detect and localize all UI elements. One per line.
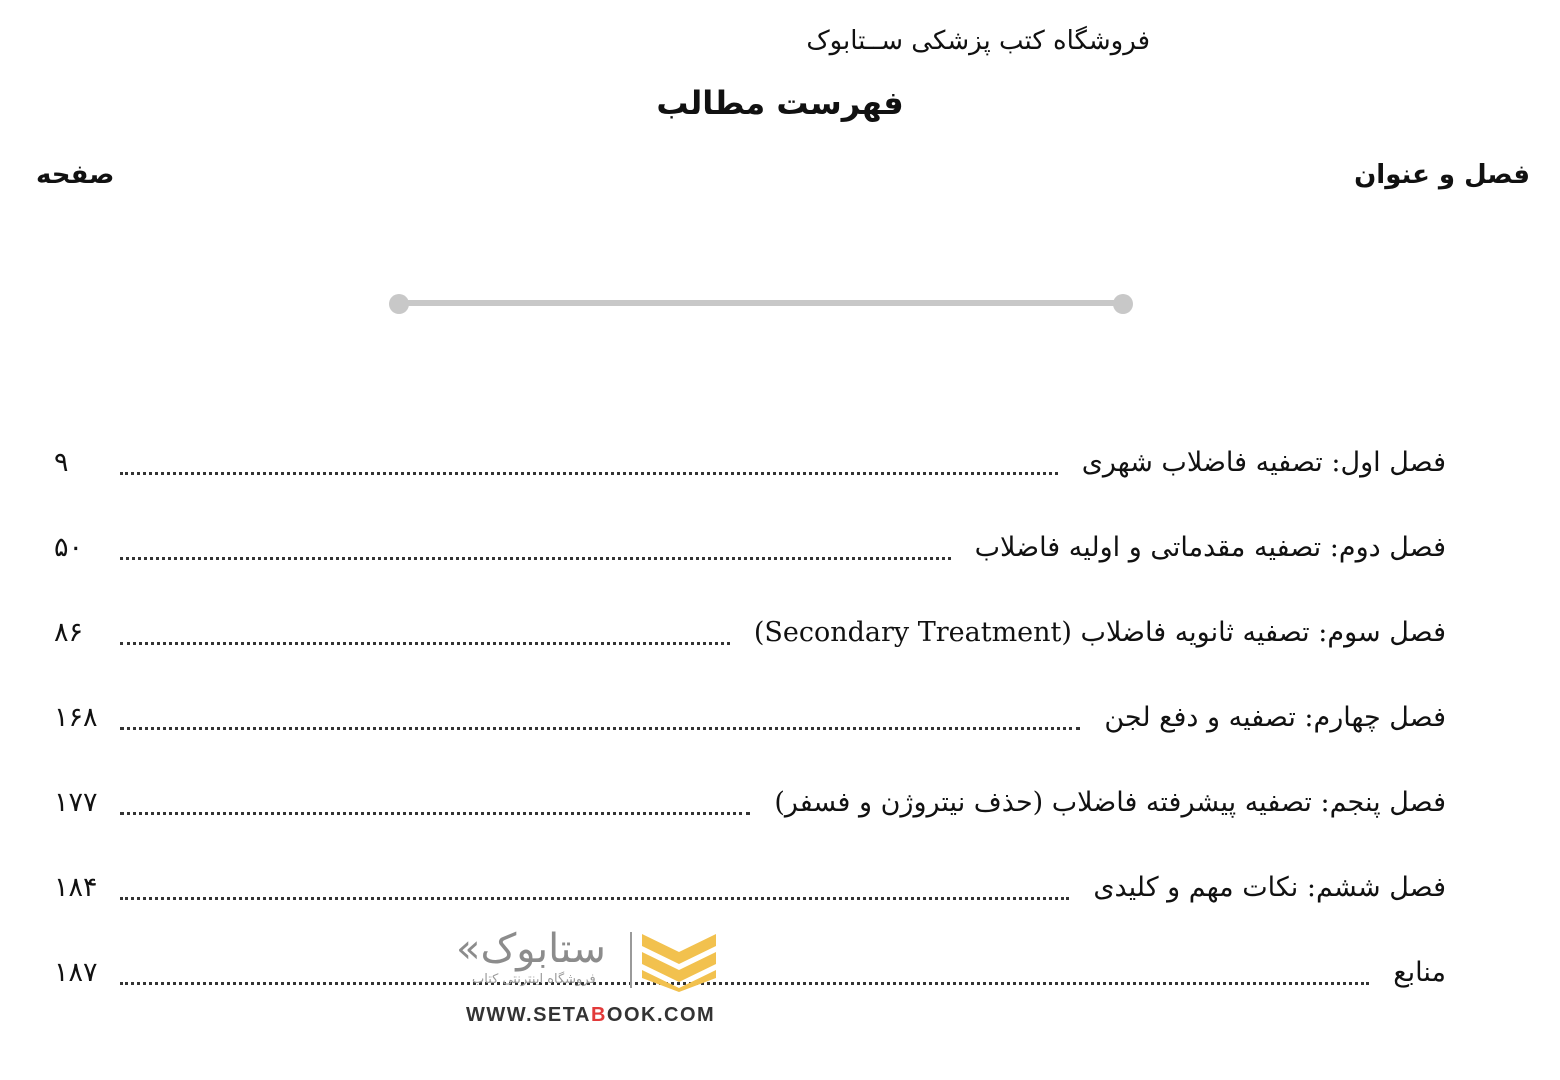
page-column-header: صفحه [36,160,115,190]
store-name: فروشگاه کتب پزشکی ســتابوک [806,26,1150,56]
toc-row[interactable] [54,691,1446,776]
dot-leader [120,861,1069,900]
decorative-divider [398,300,1124,306]
toc-row[interactable] [54,861,1446,946]
toc-entry-page: ۸۶ [54,617,84,648]
toc-entry-page: ۵۰ [54,532,84,563]
toc-list [54,436,1446,1031]
toc-entry-title: فصل اول: تصفیه فاضلاب شهری [1081,447,1446,478]
toc-entry-title: منابع [1393,957,1446,988]
watermark [452,926,722,1036]
toc-entry-title: فصل چهارم: تصفیه و دفع لجن [1104,702,1446,733]
toc-entry-title: فصل سوم: تصفیه ثانویه فاضلاب (Secondary Treatment) [753,617,1446,648]
url-suffix: OOK.COM [606,1004,716,1026]
dot-leader [120,521,951,560]
toc-entry-page: ۱۷۷ [54,787,98,818]
toc-entry-title: فصل ششم: نکات مهم و کلیدی [1093,872,1446,903]
toc-entry-page: ۱۶۸ [54,702,98,733]
toc-row[interactable] [54,436,1446,521]
toc-row[interactable] [54,946,1446,1031]
watermark-url[interactable] [466,1004,715,1027]
watermark-logo-text: «ستابوک [456,926,606,972]
divider-end-dot-right [1113,294,1133,314]
dot-leader [120,776,750,815]
page-title: فهرست مطالب [656,84,904,122]
dot-leader [120,436,1058,475]
watermark-subtitle: فروشگاه اینترنتی کتاب [472,972,596,987]
dot-leader [120,691,1080,730]
dot-leader [120,946,1369,985]
divider-end-dot-left [389,294,409,314]
dot-leader [120,606,730,645]
toc-row[interactable] [54,521,1446,606]
url-accent: B [590,1004,607,1026]
watermark-divider [630,932,632,988]
toc-row[interactable] [54,606,1446,691]
chapter-column-header: فصل و عنوان [1354,160,1530,190]
toc-entry-page: ۱۸۷ [54,957,98,988]
chevron-logo-icon [640,932,718,996]
url-prefix: WWW.SETA [466,1004,591,1026]
toc-entry-page: ۱۸۴ [54,872,98,903]
toc-row[interactable] [54,776,1446,861]
toc-entry-page: ۹ [54,447,69,478]
toc-entry-title: فصل پنجم: تصفیه پیشرفته فاضلاب (حذف نیتروژن و فسفر) [774,787,1446,818]
toc-entry-title: فصل دوم: تصفیه مقدماتی و اولیه فاضلاب [974,532,1446,563]
